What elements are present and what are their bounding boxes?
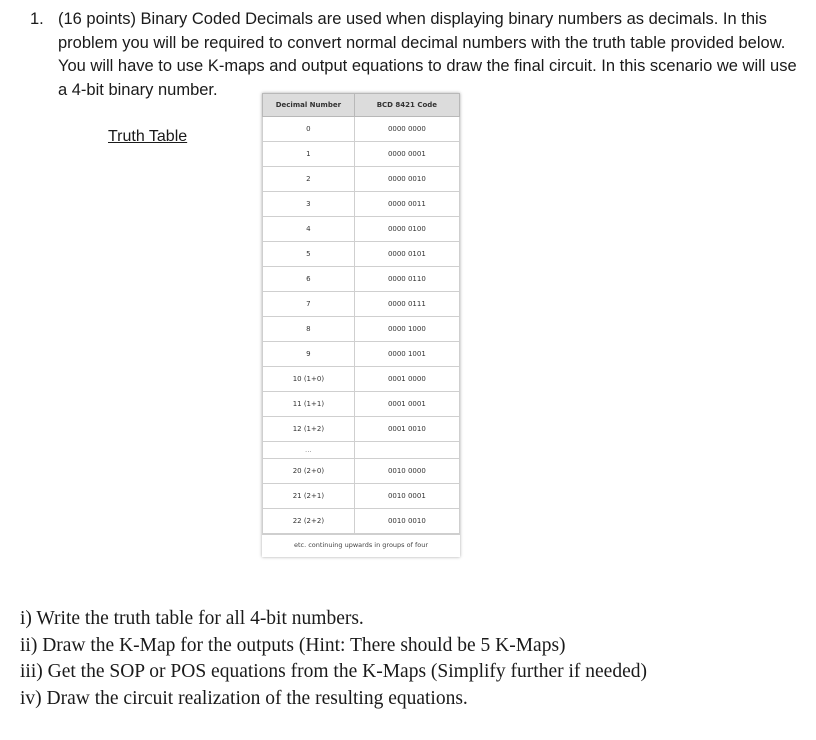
bcd-cell: 0000 1001 xyxy=(354,342,459,367)
bcd-cell: 0000 0011 xyxy=(354,192,459,217)
table-row xyxy=(263,167,460,192)
bcd-cell: 0000 0010 xyxy=(354,167,459,192)
decimal-cell: 11 (1+1) xyxy=(263,392,355,417)
bcd-cell: 0010 0010 xyxy=(354,509,459,534)
decimal-cell: 9 xyxy=(263,342,355,367)
table-row xyxy=(263,242,460,267)
bcd-cell: 0001 0001 xyxy=(354,392,459,417)
bcd-table-image xyxy=(262,93,460,557)
decimal-cell: 0 xyxy=(263,117,355,142)
decimal-cell: 1 xyxy=(263,142,355,167)
decimal-cell: 7 xyxy=(263,292,355,317)
bcd-cell: 0010 0000 xyxy=(354,459,459,484)
table-row xyxy=(263,342,460,367)
instructions-list xyxy=(20,606,810,712)
decimal-cell: 3 xyxy=(263,192,355,217)
decimal-cell: 20 (2+0) xyxy=(263,459,355,484)
table-row xyxy=(263,392,460,417)
header-bcd: BCD 8421 Code xyxy=(354,94,459,117)
bcd-cell: 0001 0000 xyxy=(354,367,459,392)
instruction-item: iii) Get the SOP or POS equations from the K-Maps (Simplify further if needed) xyxy=(20,661,647,682)
table-row xyxy=(263,142,460,167)
table-row xyxy=(263,117,460,142)
decimal-cell: 8 xyxy=(263,317,355,342)
header-decimal: Decimal Number xyxy=(263,94,355,117)
instruction-item: iv) Draw the circuit realization of the resulting equations. xyxy=(20,687,468,709)
table-row xyxy=(263,292,460,317)
ellipsis-row xyxy=(263,442,460,459)
table-header-row xyxy=(263,94,460,117)
table-row xyxy=(263,217,460,242)
table-row xyxy=(263,317,460,342)
bcd-cell: 0000 1000 xyxy=(354,317,459,342)
decimal-cell: 22 (2+2) xyxy=(263,509,355,534)
bcd-cell: 0000 0111 xyxy=(354,292,459,317)
problem-number: 1. xyxy=(30,10,44,28)
bcd-cell: 0000 0101 xyxy=(354,242,459,267)
decimal-cell: 21 (2+1) xyxy=(263,484,355,509)
instruction-item: i) Write the truth table for all 4-bit numbers. xyxy=(20,608,364,629)
instruction-item: ii) Draw the K-Map for the outputs (Hint: There should be 5 K-Maps) xyxy=(20,634,566,656)
problem-text: (16 points) Binary Coded Decimals are used when displaying binary numbers as decimals. In this problem you will be required to convert normal decimal numbers with the truth table provided below. You will have to use K-maps and output equations to draw the final circuit. In this scenario we will use a 4-bit binary number. xyxy=(58,10,797,99)
truth-table-label: Truth Table xyxy=(108,128,188,145)
table-row xyxy=(263,417,460,442)
decimal-cell: 12 (1+2) xyxy=(263,417,355,442)
table-row xyxy=(263,459,460,484)
table-footnote: etc. continuing upwards in groups of four xyxy=(262,534,460,557)
decimal-cell: 10 (1+0) xyxy=(263,367,355,392)
bcd-cell: 0000 0110 xyxy=(354,267,459,292)
empty-cell xyxy=(354,442,459,459)
bcd-cell: 0000 0000 xyxy=(354,117,459,142)
bcd-cell: 0000 0001 xyxy=(354,142,459,167)
bcd-cell: 0000 0100 xyxy=(354,217,459,242)
decimal-cell: 6 xyxy=(263,267,355,292)
bcd-cell: 0001 0010 xyxy=(354,417,459,442)
table-row xyxy=(263,509,460,534)
ellipsis-cell: ... xyxy=(263,442,355,459)
decimal-cell: 2 xyxy=(263,167,355,192)
problem-statement xyxy=(30,8,810,102)
decimal-cell: 5 xyxy=(263,242,355,267)
decimal-cell: 4 xyxy=(263,217,355,242)
bcd-cell: 0010 0001 xyxy=(354,484,459,509)
table-row xyxy=(263,367,460,392)
table-row xyxy=(263,267,460,292)
table-row xyxy=(263,484,460,509)
bcd-table xyxy=(262,93,460,534)
table-row xyxy=(263,192,460,217)
